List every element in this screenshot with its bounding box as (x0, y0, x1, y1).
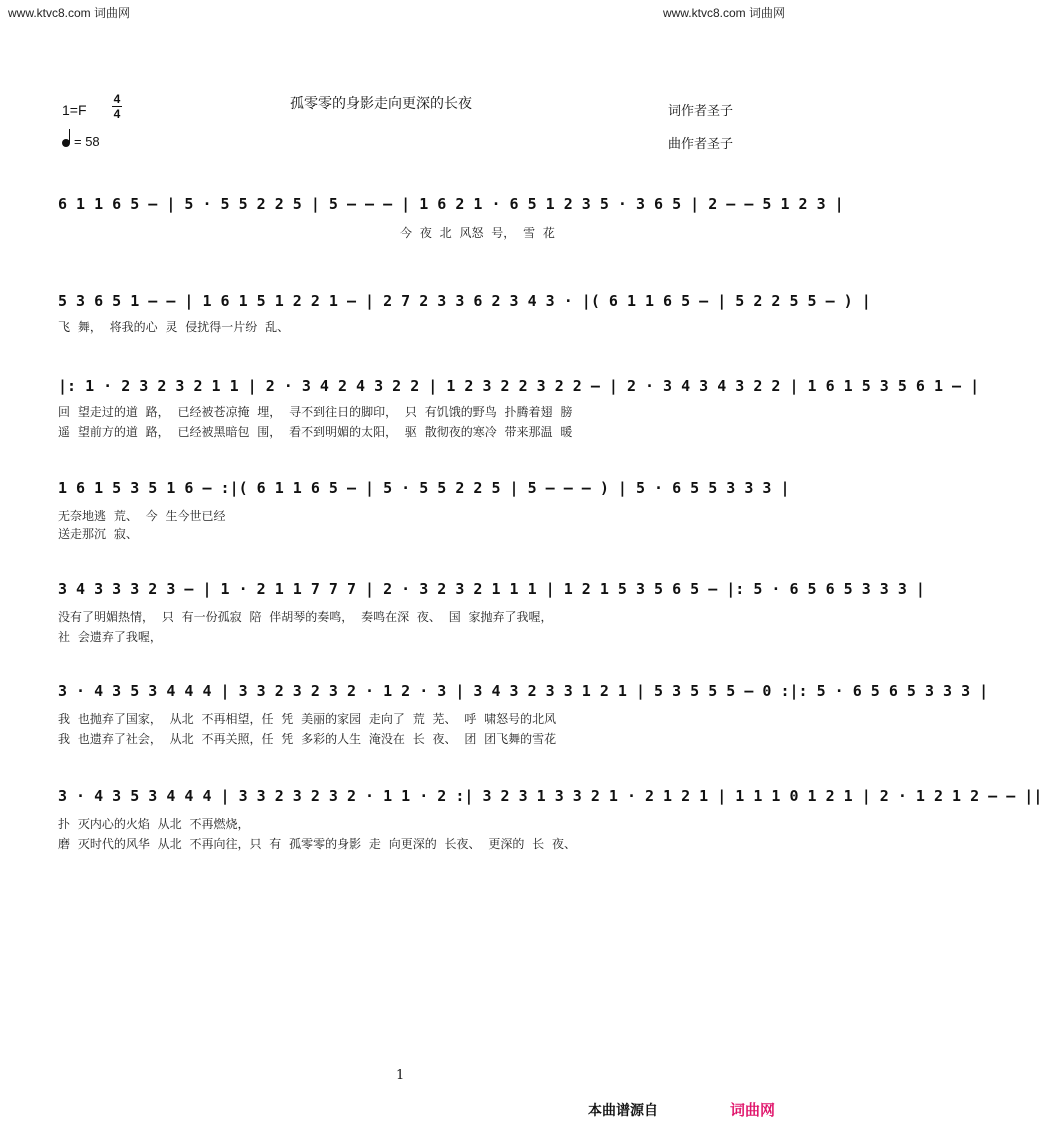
lyrics-line-3b: 遥 望前方的道 路， 已经被黑暗包 围， 看不到明媚的太阳， 驱 散彻夜的寒冷 带来那温 暖 (58, 425, 573, 439)
site-watermark-right: www.ktvc8.com 词曲网 (662, 6, 785, 20)
time-signature (112, 92, 122, 121)
lyrics-line-4b: 送走那沉 寂、 (58, 527, 138, 541)
score-line-4: 1 6 1 5 3 5 1 6 – :|( 6 1 1 6 5 – | 5 · 5 5 2 2 5 | 5 – – – ) | 5 · 6 5 5 3 3 3 | (58, 479, 790, 497)
lyricist-credit: 词作者圣子 (667, 104, 733, 119)
meter-bottom: 4 (113, 107, 121, 121)
site-watermark-left: www.ktvc8.com 词曲网 (8, 6, 131, 20)
score-line-7: 3 · 4 3 5 3 4 4 4 | 3 3 2 3 2 3 2 · 1 1 · 2 :| 3 2 3 1 3 3 2 1 · 2 1 2 1 | 1 1 1 0 1 2 1 | 2 · 1 2 1 2 – – || (58, 787, 1042, 805)
lyrics-line-2a: 飞 舞， 将我的心 灵 侵扰得一片纷 乱、 (58, 320, 290, 334)
lyrics-line-5a: 没有了明媚热情， 只 有一份孤寂 陪 伴胡琴的奏鸣， 奏鸣在深 夜、 国 家抛弃了我喔， (58, 610, 553, 624)
lyrics-line-6b: 我 也遗弃了社会， 从北 不再关照，任 凭 多彩的人生 淹没在 长 夜、 团 团飞舞的雪花 (58, 732, 557, 746)
tempo-value: = 58 (74, 134, 100, 149)
lyrics-line-1a: 今 夜 北 风怒 号， 雪 花 (400, 226, 555, 240)
site-logo[interactable]: 词曲网 (730, 1101, 776, 1119)
score-line-1: 6 1 1 6 5 – | 5 · 5 5 2 2 5 | 5 – – – | 1 6 2 1 · 6 5 1 2 3 5 · 3 6 5 | 2 – – 5 1 2 3 | (58, 195, 844, 213)
song-title: 孤零零的身影走向更深的长夜 (290, 96, 472, 112)
meter-top: 4 (113, 92, 121, 106)
lyrics-line-7a: 扑 灭内心的火焰 从北 不再燃烧， (58, 817, 250, 831)
lyrics-line-4a: 无奈地逃 荒、 今 生今世已经 (58, 509, 226, 523)
key-signature: 1=F (62, 102, 87, 118)
source-text: 本曲谱源自 (588, 1103, 658, 1119)
lyrics-line-5b: 社 会遗弃了我喔， (58, 630, 162, 644)
score-line-3: |: 1 · 2 3 2 3 2 1 1 | 2 · 3 4 2 4 3 2 2 | 1 2 3 2 2 3 2 2 – | 2 · 3 4 3 4 3 2 2 | 1 6 1 5 3 5 6 1 – | (58, 377, 980, 395)
page-number: 1 (396, 1068, 405, 1083)
score-line-2: 5 3 6 5 1 – – | 1 6 1 5 1 2 2 1 – | 2 7 2 3 3 6 2 3 4 3 · |( 6 1 1 6 5 – | 5 2 2 5 5 – ) | (58, 292, 871, 310)
quarter-note-icon (62, 139, 70, 147)
lyrics-line-6a: 我 也抛弃了国家， 从北 不再相望，任 凭 美丽的家园 走向了 荒 芜、 呼 啸怒号的北风 (58, 712, 557, 726)
score-line-6: 3 · 4 3 5 3 4 4 4 | 3 3 2 3 2 3 2 · 1 2 · 3 | 3 4 3 2 3 3 1 2 1 | 5 3 5 5 5 – 0 :|: 5 · 6 5 6 5 3 3 3 | (58, 682, 989, 700)
tempo-marking (62, 134, 100, 149)
lyrics-line-7b: 磨 灭时代的风华 从北 不再向往，只 有 孤零零的身影 走 向更深的 长夜、 更深的 长 夜、 (58, 837, 576, 851)
lyrics-line-3a: 回 望走过的道 路， 已经被苍凉掩 埋， 寻不到往日的脚印， 只 有饥饿的野鸟 扑腾着翅 膀 (58, 405, 573, 419)
composer-credit: 曲作者圣子 (667, 137, 733, 152)
score-line-5: 3 4 3 3 3 2 3 – | 1 · 2 1 1 7 7 7 | 2 · 3 2 3 2 1 1 1 | 1 2 1 5 3 5 6 5 – |: 5 · 6 5 6 5 3 3 3 | (58, 580, 925, 598)
